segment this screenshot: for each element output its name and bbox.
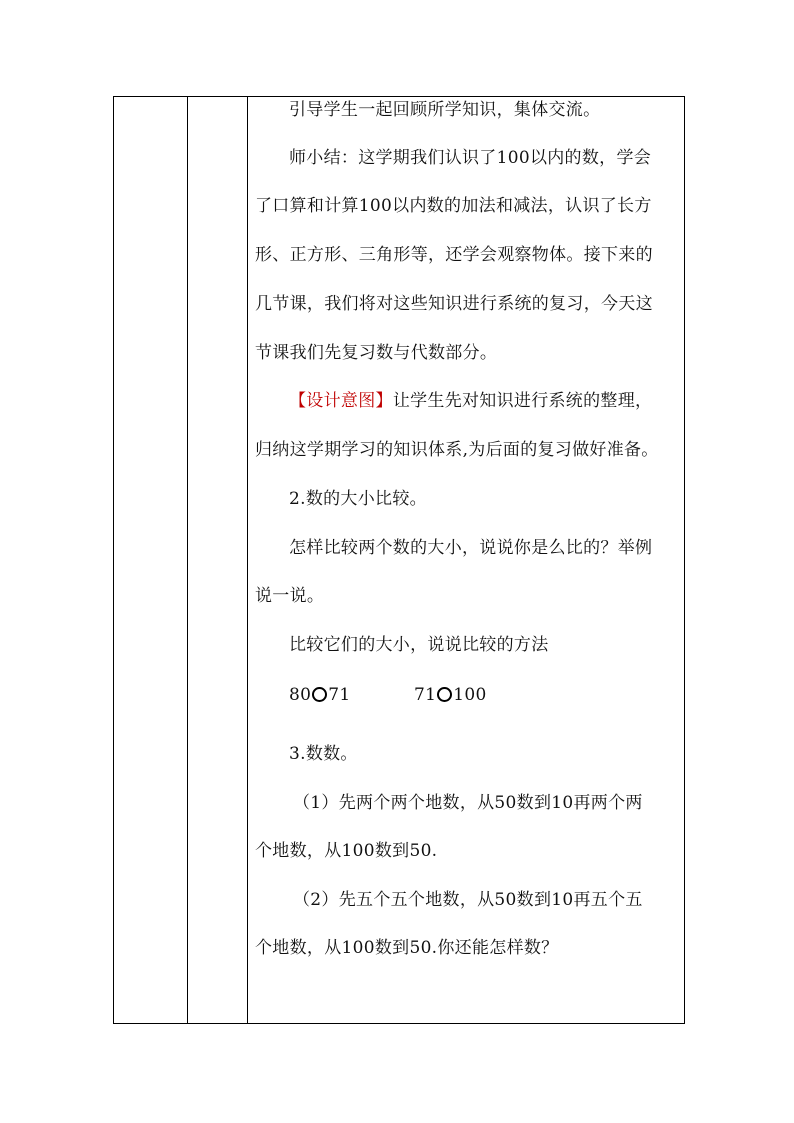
- text-line: 形、正方形、三角形等，还学会观察物体。接下来的: [255, 245, 653, 265]
- column-divider-2: [247, 97, 248, 1023]
- text-line: 节课我们先复习数与代数部分。: [255, 343, 498, 363]
- text-line: 几节课，我们将对这些知识进行系统的复习，今天这: [255, 294, 653, 314]
- text-line: 师小结：这学期我们认识了100以内的数，学会: [289, 148, 652, 168]
- design-intent-label: 【设计意图】: [289, 391, 393, 411]
- text-line: 怎样比较两个数的大小，说说你是么比的？举例: [289, 538, 653, 558]
- text-line: 归纳这学期学习的知识体系,为后面的复习做好准备。: [255, 440, 659, 460]
- design-intent-text: 让学生先对知识进行系统的整理，: [392, 391, 653, 411]
- text-line: 个地数，从100数到50.: [255, 841, 438, 861]
- circle-blank-icon: [312, 687, 327, 702]
- design-intent-line: [289, 390, 652, 412]
- section-heading: 3.数数。: [289, 744, 358, 764]
- text-line: 引导学生一起回顾所学知识，集体交流。: [289, 100, 601, 120]
- compare-expression-1: 80 71: [289, 685, 351, 705]
- text-line: 个地数，从100数到50.你还能怎样数？: [255, 938, 559, 958]
- text-line: 比较它们的大小，说说比较的方法: [289, 635, 549, 655]
- text-line: （2）先五个五个地数，从50数到10再五个五: [293, 890, 643, 910]
- text-line: 了口算和计算100以内数的加法和减法，认识了长方: [255, 196, 652, 216]
- lesson-table: [113, 96, 685, 1024]
- circle-blank-icon: [437, 687, 452, 702]
- compare-expression-2: 71 100: [414, 685, 487, 705]
- column-divider-1: [187, 97, 188, 1023]
- text-line: （1）先两个两个地数，从50数到10再两个两: [293, 793, 643, 813]
- section-heading: 2.数的大小比较。: [289, 489, 427, 509]
- text-line: 说一说。: [255, 586, 325, 606]
